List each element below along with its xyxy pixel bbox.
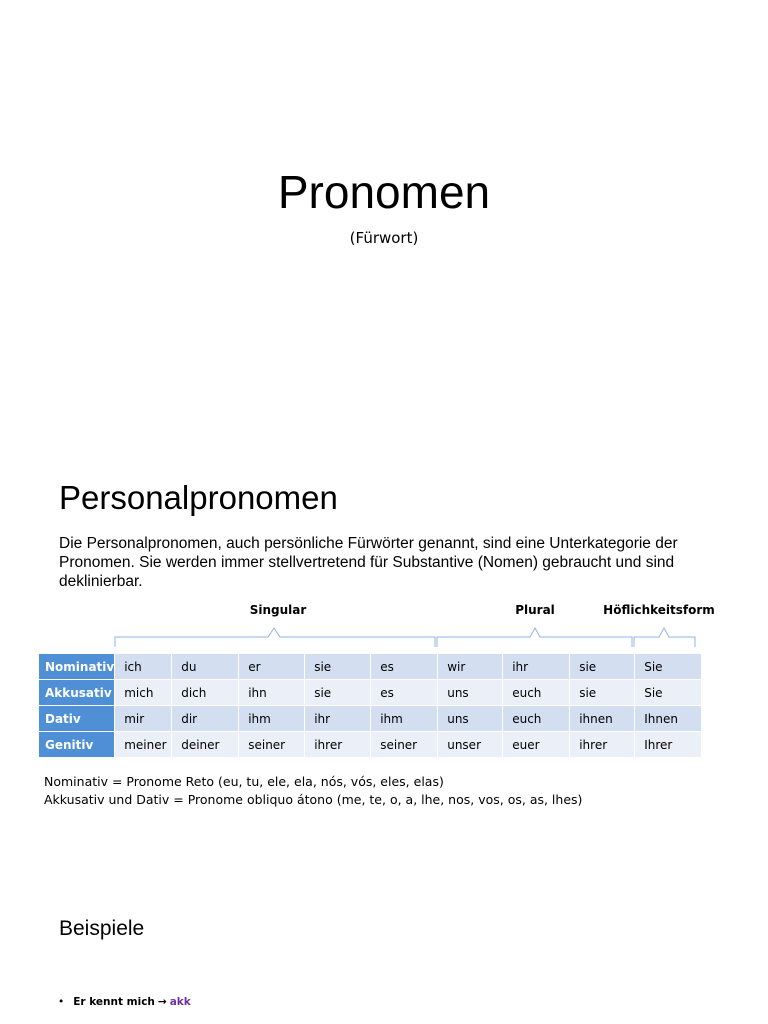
table-cell: dich [172, 680, 239, 706]
table-cell: uns [438, 680, 503, 706]
examples-list [58, 996, 191, 1008]
table-row [39, 706, 702, 732]
group-label-plural: Plural [515, 603, 555, 617]
case-label: Genitiv [39, 732, 115, 758]
table-cell: ich [115, 654, 172, 680]
table-cell: ihm [371, 706, 438, 732]
table-cell: sie [570, 680, 635, 706]
case-label: Nominativ [39, 654, 115, 680]
group-label-singular: Singular [249, 603, 307, 617]
table-cell: ihrer [305, 732, 371, 758]
table-cell: mir [115, 706, 172, 732]
table-cell: Sie [635, 680, 702, 706]
table-cell: wir [438, 654, 503, 680]
bullet: • [58, 996, 65, 1008]
examples-title: Beispiele [59, 917, 145, 940]
example-case-tag: akk [169, 996, 191, 1008]
example-text: Er kennt mich [73, 996, 155, 1008]
table-cell: seiner [371, 732, 438, 758]
case-label: Akkusativ [39, 680, 115, 706]
table-cell: euch [503, 706, 570, 732]
table-cell: er [239, 654, 305, 680]
table-cell: euch [503, 680, 570, 706]
page-subtitle: (Fürwort) [349, 229, 419, 247]
group-label-formal: Höflichkeitsform [603, 603, 715, 617]
section-title: Personalpronomen [59, 479, 338, 516]
table-cell: Ihrer [635, 732, 702, 758]
pronoun-table [38, 653, 702, 758]
bracket-plural [437, 628, 632, 647]
list-item [58, 996, 191, 1008]
table-cell: ihnen [570, 706, 635, 732]
table-cell: meiner [115, 732, 172, 758]
table-cell: Ihnen [635, 706, 702, 732]
table-row [39, 654, 702, 680]
table-cell: ihn [239, 680, 305, 706]
notes [44, 773, 582, 809]
table-row [39, 680, 702, 706]
bracket-formal [634, 628, 695, 647]
case-label: Dativ [39, 706, 115, 732]
table-cell: sie [570, 654, 635, 680]
table-cell: ihr [305, 706, 371, 732]
note-nominativ: Nominativ = Pronome Reto (eu, tu, ele, ela, nós, vós, eles, elas) [44, 774, 444, 789]
bracket-singular [115, 628, 435, 647]
table-cell: euer [503, 732, 570, 758]
table-cell: unser [438, 732, 503, 758]
table-cell: es [371, 680, 438, 706]
table-cell: ihrer [570, 732, 635, 758]
table-cell: sie [305, 654, 371, 680]
table-cell: du [172, 654, 239, 680]
table-cell: ihm [239, 706, 305, 732]
table-cell: dir [172, 706, 239, 732]
table-row [39, 732, 702, 758]
table-cell: sie [305, 680, 371, 706]
table-cell: ihr [503, 654, 570, 680]
page-title: Pronomen [277, 166, 491, 218]
arrow-right-icon: → [157, 996, 167, 1008]
note-akkusativ-dativ: Akkusativ und Dativ = Pronome obliquo átono (me, te, o, a, lhe, nos, vos, os, as, lhes) [44, 792, 583, 807]
table-cell: deiner [172, 732, 239, 758]
table-cell: Sie [635, 654, 702, 680]
table-cell: uns [438, 706, 503, 732]
table-cell: es [371, 654, 438, 680]
table-cell: mich [115, 680, 172, 706]
table-cell: seiner [239, 732, 305, 758]
intro-paragraph: Die Personalpronomen, auch persönliche Fürwörter genannt, sind eine Unterkategorie der Pronomen. Sie werden immer stellvertretend für Substantive (Nomen) gebraucht und sind deklinierbar. [59, 535, 678, 590]
group-brackets [0, 620, 768, 650]
